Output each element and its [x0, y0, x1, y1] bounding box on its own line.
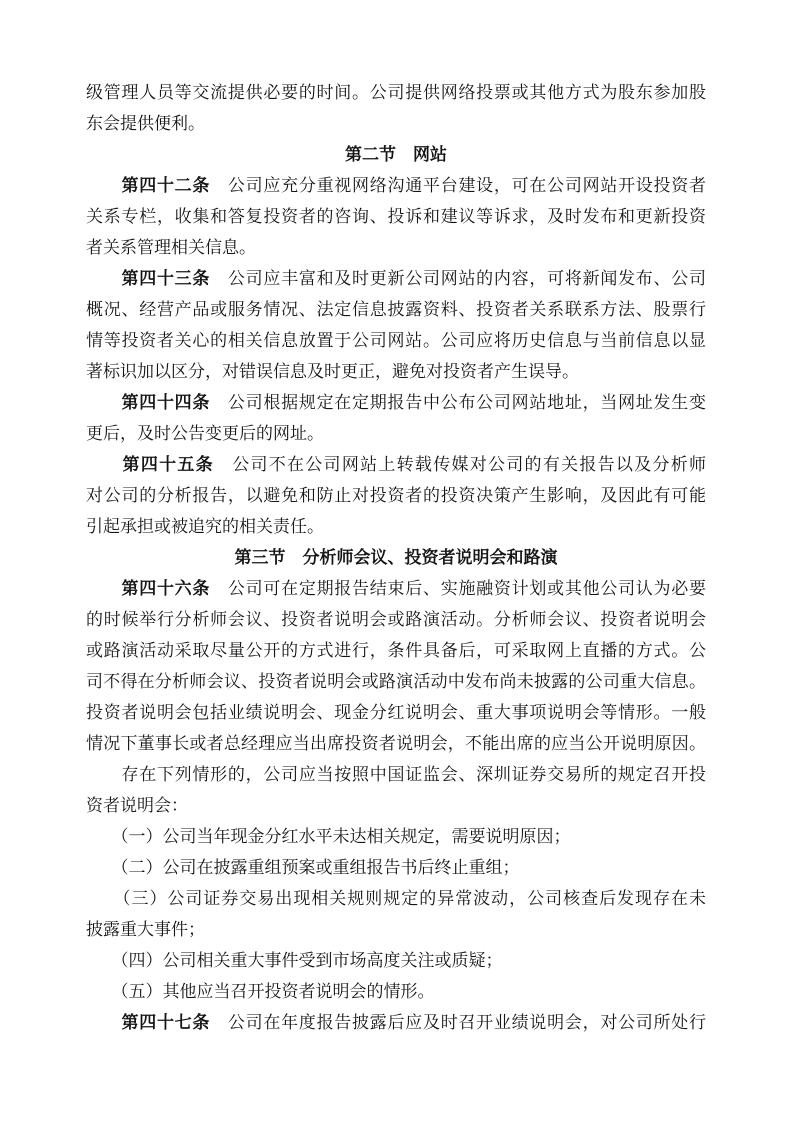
doc-line — [86, 666, 706, 697]
doc-line — [86, 790, 706, 821]
line-text: 或路演活动采取尽量公开的方式进行，条件具备后，可采取网上直播的方式。公 — [86, 641, 706, 660]
line-text: 公司可在定期报告结束后、实施融资计划或其他公司认为必要 — [210, 579, 706, 598]
doc-line — [86, 728, 706, 759]
doc-line — [86, 1007, 706, 1038]
line-text: 关系专栏，收集和答复投资者的咨询、投诉和建议等诉求，及时发布和更新投资 — [86, 207, 706, 226]
doc-line — [86, 914, 706, 945]
line-text: 司不得在分析师会议、投资者说明会或路演活动中发布尚未披露的公司重大信息。 — [86, 672, 706, 691]
doc-line — [86, 294, 706, 325]
heading-text: 第三节 分析师会议、投资者说明会和路演 — [234, 548, 558, 567]
line-text: 存在下列情形的，公司应当按照中国证监会、深圳证券交易所的规定召开投 — [86, 765, 706, 784]
line-text: 级管理人员等交流提供必要的时间。公司提供网络投票或其他方式为股东参加股 — [86, 83, 706, 102]
doc-line list-item — [86, 852, 706, 883]
doc-line — [86, 573, 706, 604]
doc-line list-item — [86, 883, 706, 914]
doc-line — [86, 480, 706, 511]
doc-line — [86, 170, 706, 201]
heading-text: 第二节 网站 — [345, 145, 447, 164]
line-text: （二）公司在披露重组预案或重组报告书后终止重组； — [86, 858, 520, 877]
doc-line — [86, 325, 706, 356]
article-number-label: 第四十七条 — [86, 1013, 211, 1032]
doc-line list-item — [86, 821, 706, 852]
line-text: （四）公司相关重大事件受到市场高度关注或质疑； — [86, 951, 503, 970]
doc-line list-item — [86, 976, 706, 1007]
doc-line — [86, 759, 706, 790]
line-text: 的时候举行分析师会议、投资者说明会或路演活动。分析师会议、投资者说明会 — [86, 610, 706, 629]
line-text: 公司根据规定在定期报告中公布公司网站地址，当网址发生变 — [210, 393, 706, 412]
line-text: 著标识加以区分，对错误信息及时更正，避免对投资者产生误导。 — [86, 362, 579, 381]
article-number-label: 第四十五条 — [86, 455, 214, 474]
doc-line — [86, 511, 706, 542]
line-text: 资者说明会： — [86, 796, 188, 815]
doc-line — [86, 263, 706, 294]
line-text: 公司应充分重视网络沟通平台建设，可在公司网站开设投资者 — [210, 176, 706, 195]
doc-line — [86, 77, 706, 108]
line-text: 更后，及时公告变更后的网址。 — [86, 424, 324, 443]
doc-line list-item — [86, 945, 706, 976]
line-text: 情况下董事长或者总经理应当出席投资者说明会，不能出席的应当公开说明原因。 — [86, 734, 706, 753]
doc-line — [86, 418, 706, 449]
section-heading-analyst-meetings — [86, 542, 706, 573]
doc-line — [86, 232, 706, 263]
article-number-label: 第四十六条 — [86, 579, 211, 598]
line-text: 对公司的分析报告，以避免和防止对投资者的投资决策产生影响，及因此有可能 — [86, 486, 706, 505]
doc-line — [86, 387, 706, 418]
doc-line — [86, 356, 706, 387]
line-text: 公司在年度报告披露后应及时召开业绩说明会，对公司所处行 — [210, 1013, 706, 1032]
section-heading-website — [86, 139, 706, 170]
doc-line — [86, 635, 706, 666]
line-text: 东会提供便利。 — [86, 114, 205, 133]
line-text: （三）公司证券交易出现相关规则规定的异常波动，公司核查后发现存在未 — [86, 889, 706, 908]
doc-line — [86, 604, 706, 635]
line-text: 披露重大事件； — [86, 920, 205, 939]
line-text: （五）其他应当召开投资者说明会的情形。 — [86, 982, 435, 1001]
doc-line — [86, 201, 706, 232]
doc-line — [86, 449, 706, 480]
document-body — [86, 77, 706, 1038]
line-text: 情等投资者关心的相关信息放置于公司网站。公司应将历史信息与当前信息以显 — [86, 331, 706, 350]
doc-line — [86, 697, 706, 728]
line-text: （一）公司当年现金分红水平未达相关规定，需要说明原因； — [86, 827, 571, 846]
line-text: 者关系管理相关信息。 — [86, 238, 256, 257]
article-number-label: 第四十二条 — [86, 176, 211, 195]
line-text: 投资者说明会包括业绩说明会、现金分红说明会、重大事项说明会等情形。一般 — [86, 703, 706, 722]
doc-line — [86, 108, 706, 139]
line-text: 引起承担或被追究的相关责任。 — [86, 517, 324, 536]
line-text: 概况、经营产品或服务情况、法定信息披露资料、投资者关系联系方法、股票行 — [86, 300, 706, 319]
line-text: 公司应丰富和及时更新公司网站的内容，可将新闻发布、公司 — [210, 269, 706, 288]
article-number-label: 第四十三条 — [86, 269, 211, 288]
article-number-label: 第四十四条 — [86, 393, 211, 412]
line-text: 公司不在公司网站上转载传媒对公司的有关报告以及分析师 — [213, 455, 706, 474]
